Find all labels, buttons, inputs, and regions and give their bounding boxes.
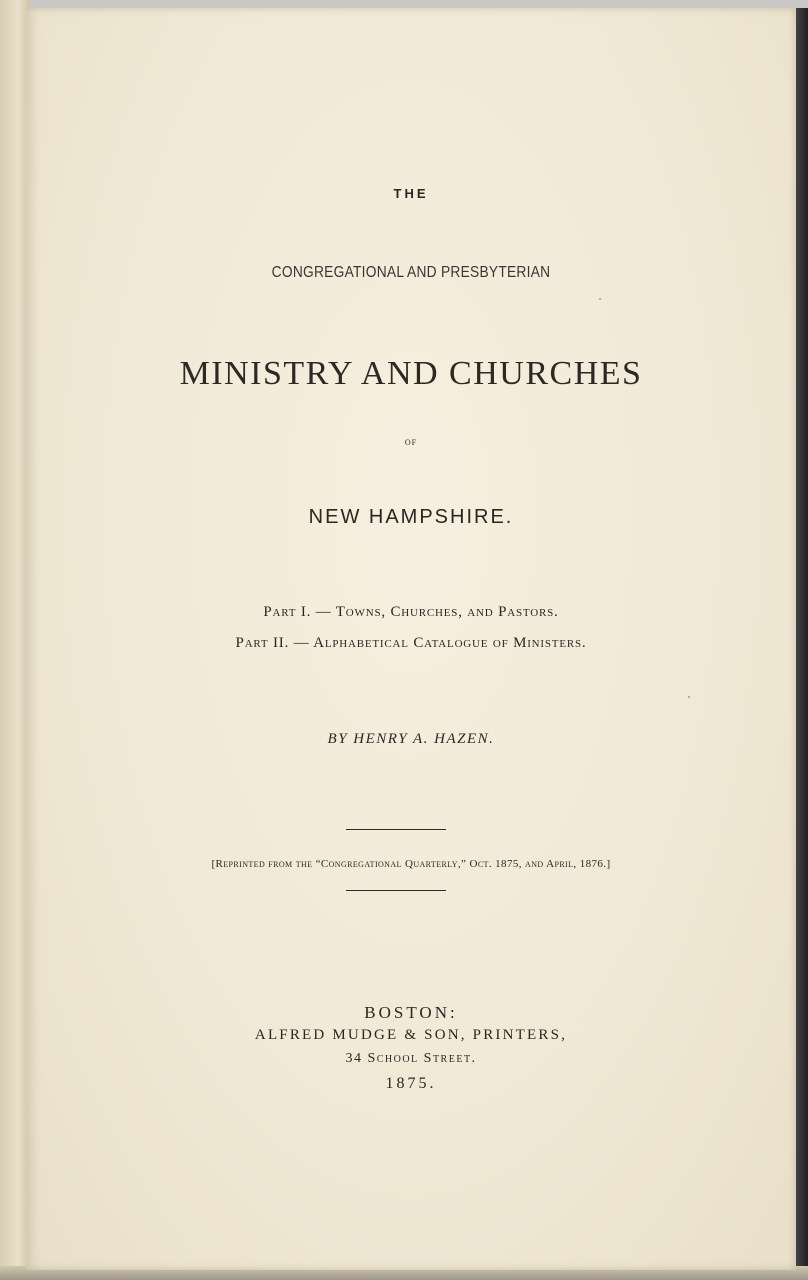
title-article: THE — [393, 186, 429, 201]
book-cover-edge — [794, 8, 808, 1280]
title-page — [26, 8, 796, 1270]
imprint-address: 34 School Street. — [345, 1051, 477, 1066]
paper-speck — [599, 298, 601, 300]
imprint-printer: ALFRED MUDGE & SON, PRINTERS, — [254, 1027, 568, 1043]
title-region: NEW HAMPSHIRE. — [308, 506, 514, 528]
title-of: OF — [404, 438, 418, 447]
author-line: BY HENRY A. HAZEN. — [327, 731, 495, 747]
divider-rule-bottom — [346, 890, 446, 891]
imprint-city: BOSTON: — [364, 1003, 458, 1022]
title-subtitle: CONGREGATIONAL AND PRESBYTERIAN — [271, 264, 551, 281]
part-one-line: Part I. — Towns, Churches, and Pastors. — [263, 604, 559, 620]
main-title: MINISTRY AND CHURCHES — [179, 355, 643, 392]
imprint-year: 1875. — [385, 1075, 437, 1092]
paper-speck — [688, 696, 690, 698]
part-two-line: Part II. — Alphabetical Catalogue of Ministers. — [235, 635, 587, 651]
reprint-note: [Reprinted from the “Congregational Quarterly,” Oct. 1875, and April, 1876.] — [211, 858, 611, 870]
divider-rule-top — [346, 829, 446, 830]
